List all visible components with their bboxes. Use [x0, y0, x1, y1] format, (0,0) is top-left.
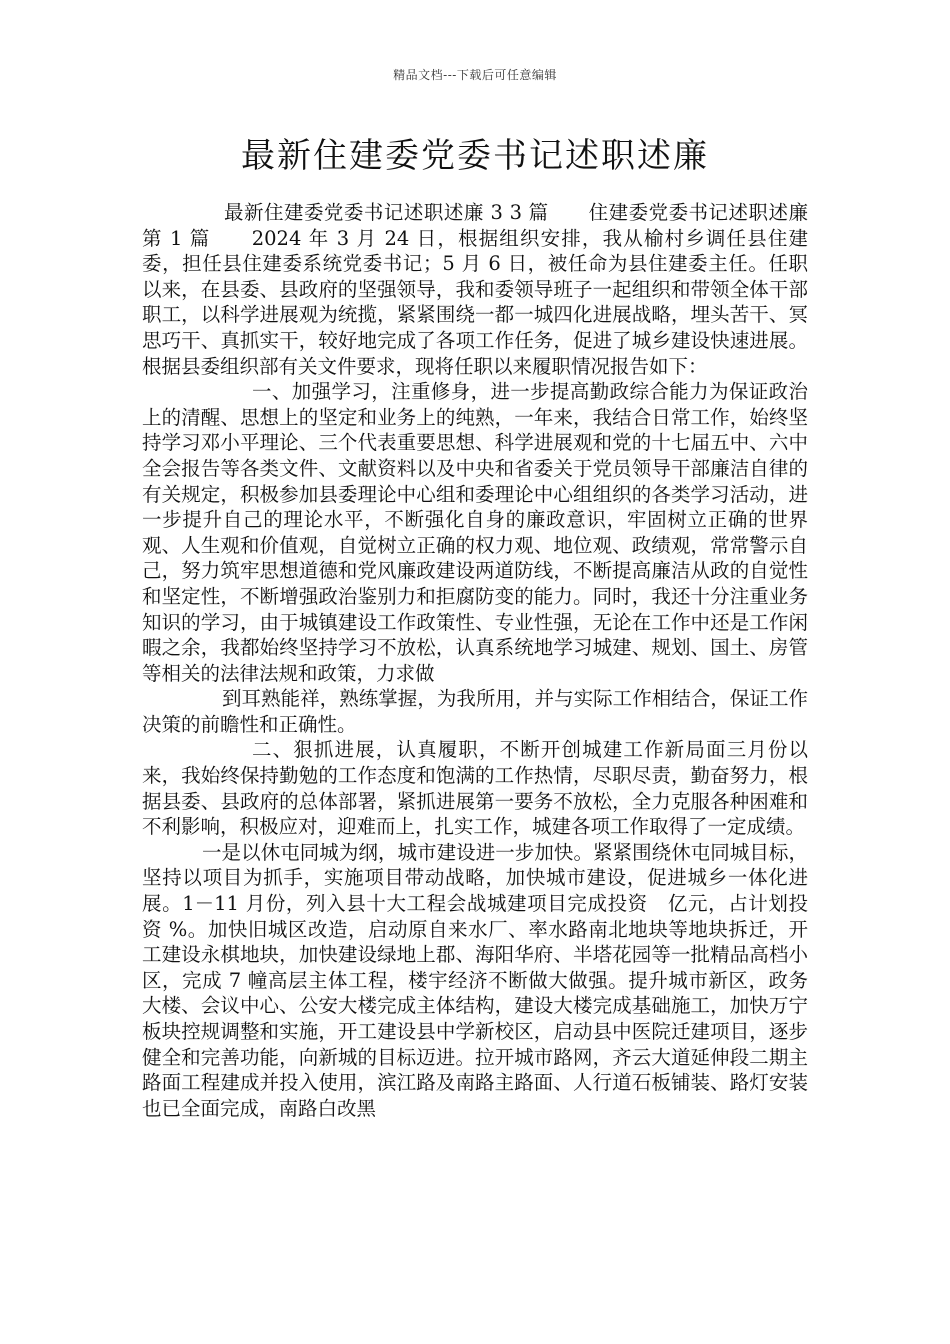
document-body	[142, 200, 808, 1121]
body-paragraph-5: 一是以休屯同城为纲，城市建设进一步加快。紧紧围绕休屯同城目标，坚持以项目为抓手，实施项目带动战略，加快城市建设，促进城乡一体化进展。1－11 月份，列入县十大工程会战城建项目完成投资 亿元，占计划投资 %。加快旧城区改造，启动原自来水厂、率水路南北地块等地块拆迁，开工建设永棋地块，加快建设绿地上郡、海阳华府、半塔花园等一批精品高档小区，完成 7 幢高层主体工程，楼宇经济不断做大做强。提升城市新区，政务大楼、会议中心、公安大楼完成主体结构，建设大楼完成基础施工，加快万宁板块控规调整和实施，开工建设县中学新校区，启动县中医院迁建项目，逐步健全和完善功能，向新城的目标迈进。拉开城市路网，齐云大道延伸段二期主路面工程建成并投入使用，滨江路及南路主路面、人行道石板铺装、路灯安装也已全面完成，南路白改黑	[142, 840, 808, 1120]
body-paragraph-3: 到耳熟能祥，熟练掌握，为我所用，并与实际工作相结合，保证工作决策的前瞻性和正确性。	[142, 687, 808, 736]
header-note: 精品文档---下载后可任意编辑	[393, 68, 557, 82]
document-title: 最新住建委党委书记述职述廉	[241, 136, 709, 176]
body-paragraph-2: 一、加强学习，注重修身，进一步提高勤政综合能力为保证政治上的清醒、思想上的坚定和业务上的纯熟，一年来，我结合日常工作，始终坚持学习邓小平理论、三个代表重要思想、科学进展观和党的十七届五中、六中全会报告等各类文件、文献资料以及中央和省委关于党员领导干部廉洁自律的有关规定，积极参加县委理论中心组和委理论中心组组织的各类学习活动，进一步提升自己的理论水平，不断强化自身的廉政意识，牢固树立正确的世界观、人生观和价值观，自觉树立正确的权力观、地位观、政绩观，常常警示自己，努力筑牢思想道德和党风廉政建设两道防线，不断提高廉洁从政的自觉性和坚定性，不断增强政治鉴别力和拒腐防变的能力。同时，我还十分注重业务知识的学习，由于城镇建设工作政策性、专业性强，无论在工作中还是工作闲暇之余，我都始终坚持学习不放松，认真系统地学习城建、规划、国土、房管等相关的法律法规和政策，力求做	[142, 380, 808, 685]
body-paragraph-1: 最新住建委党委书记述职述廉 3 3 篇 住建委党委书记述职述廉第 1 篇 2024 年 3 月 24 日，根据组织安排，我从榆村乡调任县住建委，担任县住建委系统党委书记；5 月 6 日，被任命为县住建委主任。任职以来，在县委、县政府的坚强领导，我和委领导班子一起组织和带领全体干部职工，以科学进展观为统揽，紧紧围绕一都一城四化进展战略，埋头苦干、冥思巧干、真抓实干，较好地完成了各项工作任务，促进了城乡建设快速进展。根据县委组织部有关文件要求，现将任职以来履职情况报告如下：	[142, 201, 808, 378]
body-paragraph-4: 二、狠抓进展，认真履职，不断开创城建工作新局面三月份以来，我始终保持勤勉的工作态度和饱满的工作热情，尽职尽责，勤奋努力，根据县委、县政府的总体部署，紧抓进展第一要务不放松，全力克服各种困难和不利影响，积极应对，迎难而上，扎实工作，城建各项工作取得了一定成绩。	[142, 738, 808, 839]
